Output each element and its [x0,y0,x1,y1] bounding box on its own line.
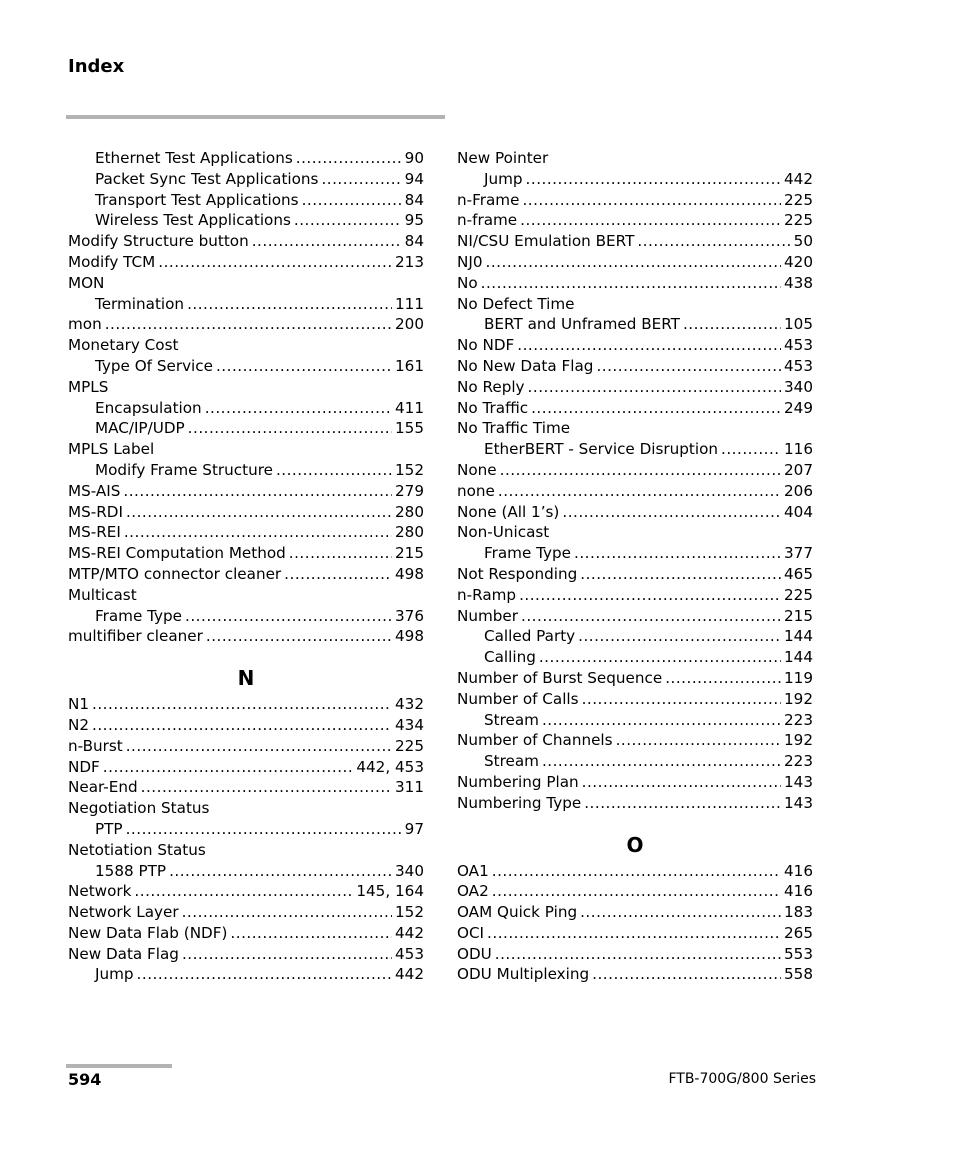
index-entry [68,564,424,585]
index-entry-label: MON [68,273,105,292]
index-entry-label: Jump [484,169,523,188]
dot-leader [141,777,392,798]
index-entry-label: Number of Burst Sequence [457,668,663,687]
index-entry-label: Transport Test Applications [95,190,299,209]
index-entry-label: Network [68,882,132,901]
index-entry [68,715,424,736]
index-entry-page: 249 [784,398,813,417]
index-entry-label: None [457,460,497,479]
index-entry [457,148,813,169]
index-entry-page: 404 [784,502,813,521]
index-entry [457,564,813,585]
index-subentry [68,356,424,377]
index-entry-label: EtherBERT - Service Disruption [484,440,719,459]
index-entry-label: N2 [68,715,90,734]
index-entry [68,777,424,798]
dot-leader [294,210,402,231]
index-subentry [457,751,813,772]
dot-leader [539,647,781,668]
index-entry-page: 225 [784,211,813,230]
dot-leader [205,398,392,419]
index-entry-label: Number of Calls [457,689,579,708]
index-entry-page: 438 [784,273,813,292]
dot-leader [185,606,392,627]
index-entry-page: 152 [395,460,424,479]
index-entry-label: New Pointer [457,149,549,167]
dot-leader [296,148,402,169]
index-entry [457,772,813,793]
index-entry-label: MAC/IP/UDP [95,419,185,438]
dot-leader [592,964,781,985]
dot-leader [580,564,781,585]
index-entry-page: 411 [395,398,424,417]
index-entry [457,585,813,606]
index-entry [457,252,813,273]
index-entry-label: n-Burst [68,736,123,755]
index-entry [68,736,424,757]
index-entry-page: 145, 164 [356,882,424,901]
index-entry [68,314,424,335]
index-subentry [68,148,424,169]
index-entry-page: 90 [404,149,424,167]
index-entry-page: 84 [404,190,424,209]
index-entry-label: Modify Frame Structure [95,460,273,479]
index-entry-page: 498 [395,564,424,583]
index-entry-page: 97 [404,819,424,838]
dot-leader [126,819,402,840]
index-entry-page: 465 [784,564,813,583]
index-entry-label: Near-End [68,778,138,797]
index-entry-page: 213 [395,252,424,271]
index-entry [457,335,813,356]
index-entry-label: 1588 PTP [95,861,167,880]
dot-leader [230,923,392,944]
index-entry-label: multifiber cleaner [68,627,203,646]
index-entry-label: Type Of Service [95,356,213,375]
index-entry [457,210,813,231]
index-entry [68,252,424,273]
dot-leader [665,668,781,689]
index-entry-label: Modify Structure button [68,232,249,251]
index-entry-label: New Data Flag [68,944,179,963]
dot-leader [321,169,401,190]
footer-series: FTB-700G/800 Series [668,1071,816,1087]
index-entry [68,757,424,778]
index-entry [457,793,813,814]
index-entry-page: 94 [404,169,424,188]
footer-page-number: 594 [68,1070,102,1089]
dot-leader [574,543,781,564]
dot-leader [683,314,781,335]
index-entry [457,294,813,315]
index-entry-label: mon [68,315,102,334]
index-entry-label: ODU Multiplexing [457,965,590,984]
index-entry-label: No Reply [457,377,525,396]
index-subentry [68,210,424,231]
index-entry-label: Number of Channels [457,731,613,750]
dot-leader [542,751,781,772]
index-entry-page: 376 [395,606,424,625]
index-entry-label: No New Data Flag [457,356,594,375]
index-entry [68,439,424,460]
dot-leader [105,314,392,335]
index-entry-label: No Traffic Time [457,419,571,438]
dot-leader [492,861,781,882]
index-subentry [68,460,424,481]
index-entry-page: 434 [395,715,424,734]
index-entry-page: 432 [395,695,424,714]
dot-leader [137,964,392,985]
dot-leader [123,481,392,502]
page-header-title: Index [68,56,125,77]
dot-leader [103,757,354,778]
dot-leader [520,210,781,231]
index-entry-page: 152 [395,903,424,922]
index-entry [68,543,424,564]
index-subentry [457,314,813,335]
index-entry-page: 192 [784,731,813,750]
index-entry-page: 223 [784,752,813,771]
index-entry [457,902,813,923]
index-entry-label: No [457,273,478,292]
index-entry-label: MS-RDI [68,502,123,521]
index-entry [68,273,424,294]
index-entry-label: MS-REI [68,523,121,542]
dot-leader [158,252,392,273]
index-subentry [457,647,813,668]
index-entry [68,481,424,502]
index-subentry [68,861,424,882]
dot-leader [481,273,781,294]
index-entry-label: OA2 [457,882,489,901]
index-entry-page: 311 [395,778,424,797]
dot-leader [486,252,781,273]
index-entry-label: MPLS Label [68,440,155,459]
index-entry-label: PTP [95,819,123,838]
dot-leader [562,502,781,523]
index-entry-page: 215 [395,544,424,563]
index-entry-page: 453 [784,336,813,355]
dot-leader [498,481,781,502]
index-entry [457,689,813,710]
index-subentry [68,819,424,840]
dot-leader [92,694,392,715]
dot-leader [521,606,781,627]
dot-leader [289,543,392,564]
index-entry [68,944,424,965]
dot-leader [169,861,392,882]
index-entry-page: 265 [784,923,813,942]
index-entry [457,356,813,377]
index-subentry [68,398,424,419]
index-entry-label: BERT and Unframed BERT [484,315,680,334]
dot-leader [276,460,392,481]
index-column-right [457,148,813,985]
index-entry [68,923,424,944]
index-entry-page: 84 [404,232,424,251]
index-entry-label: Stream [484,752,539,771]
dot-leader [596,356,781,377]
index-entry-page: 116 [784,440,813,459]
index-entry-label: No Defect Time [457,294,575,313]
index-entry-label: Network Layer [68,903,179,922]
dot-leader [206,626,392,647]
index-entry-label: Wireless Test Applications [95,211,291,230]
index-entry-page: 340 [395,861,424,880]
index-entry-label: Numbering Plan [457,772,579,791]
index-subentry [68,418,424,439]
footer-rule [66,1064,172,1068]
index-entry-page: 416 [784,882,813,901]
index-entry [457,606,813,627]
dot-leader [578,626,781,647]
index-entry [457,190,813,211]
index-entry-page: 420 [784,252,813,271]
header-rule [66,115,445,119]
index-subentry [68,294,424,315]
index-entry-page: 200 [395,315,424,334]
dot-leader [492,881,781,902]
index-entry-page: 225 [395,736,424,755]
index-entry-page: 498 [395,627,424,646]
index-entry-page: 442 [395,965,424,984]
index-entry-page: 225 [784,585,813,604]
index-entry-label: ODU [457,944,492,963]
index-entry-label: Stream [484,710,539,729]
dot-leader [526,169,781,190]
index-entry-page: 453 [395,944,424,963]
dot-leader [182,902,392,923]
index-entry-page: 144 [784,627,813,646]
index-entry-label: MS-REI Computation Method [68,544,286,563]
index-entry-page: 119 [784,668,813,687]
index-entry-label: Not Responding [457,564,578,583]
index-entry [68,335,424,356]
index-entry-label: Termination [95,294,185,313]
dot-leader [182,944,392,965]
index-entry-label: Netotiation Status [68,840,206,859]
index-entry-page: 206 [784,481,813,500]
dot-leader [252,231,402,252]
dot-leader [531,398,781,419]
index-entry-label: None (All 1’s) [457,502,560,521]
index-subentry [68,606,424,627]
index-entry-page: 453 [784,356,813,375]
index-section-letter: O [626,832,644,857]
index-subentry [68,964,424,985]
dot-leader [580,902,781,923]
index-entry-label: Negotiation Status [68,799,210,818]
index-entry-label: Called Party [484,627,576,646]
index-entry-label: No NDF [457,336,515,355]
index-entry-label: Multicast [68,585,137,604]
dot-leader [528,377,781,398]
index-column-left [68,148,424,985]
index-entry-label: Non-Unicast [457,523,550,542]
index-entry-page: 442, 453 [356,757,424,776]
index-entry [457,730,813,751]
index-entry-page: 155 [395,419,424,438]
index-entry-label: Number [457,606,519,625]
index-entry [68,522,424,543]
index-subentry [68,190,424,211]
index-entry-page: 95 [404,211,424,230]
dot-leader [519,585,781,606]
index-entry-label: n-frame [457,211,518,230]
dot-leader [188,418,392,439]
index-subentry [68,169,424,190]
index-entry-label: Encapsulation [95,398,202,417]
index-entry [457,231,813,252]
dot-leader [126,736,392,757]
index-entry-label: Frame Type [484,544,572,563]
dot-leader [522,190,781,211]
index-entry-page: 192 [784,689,813,708]
index-entry [457,481,813,502]
dot-leader [542,710,781,731]
dot-leader [637,231,790,252]
index-entry-page: 416 [784,861,813,880]
index-entry-page: 442 [395,923,424,942]
index-entry-label: Jump [95,965,134,984]
index-entry [68,840,424,861]
dot-leader [302,190,402,211]
index-entry-page: 223 [784,710,813,729]
index-entry-label: Numbering Type [457,793,582,812]
index-entry [68,902,424,923]
index-entry-page: 225 [784,190,813,209]
index-section-letter: N [237,666,255,691]
index-entry-page: 105 [784,315,813,334]
dot-leader [582,772,781,793]
index-subentry [457,626,813,647]
index-entry [457,502,813,523]
index-entry-page: 207 [784,460,813,479]
dot-leader [216,356,392,377]
index-entry [68,231,424,252]
index-entry-page: 340 [784,377,813,396]
index-entry-label: none [457,481,495,500]
index-entry [68,585,424,606]
index-entry-label: Monetary Cost [68,336,179,355]
index-entry-page: 279 [395,481,424,500]
index-entry [457,418,813,439]
index-entry-page: 143 [784,772,813,791]
dot-leader [500,460,781,481]
index-entry-page: 558 [784,965,813,984]
index-entry-label: Ethernet Test Applications [95,149,293,167]
index-entry [68,377,424,398]
index-entry-page: 161 [395,356,424,375]
index-entry [68,502,424,523]
index-entry [457,273,813,294]
dot-leader [616,730,781,751]
index-entry-label: OCI [457,923,485,942]
index-entry-page: 111 [395,294,424,313]
index-entry-label: OA1 [457,861,489,880]
index-subentry [457,543,813,564]
index-entry [457,668,813,689]
index-entry-label: n-Frame [457,190,520,209]
dot-leader [92,715,392,736]
dot-leader [582,689,781,710]
dot-leader [584,793,781,814]
index-entry-label: MS-AIS [68,481,121,500]
index-entry-page: 280 [395,523,424,542]
index-entry [457,881,813,902]
dot-leader [517,335,781,356]
index-entry [457,522,813,543]
index-entry [68,694,424,715]
dot-leader [495,944,781,965]
index-entry-label: New Data Flab (NDF) [68,923,228,942]
index-entry-page: 50 [793,232,813,251]
index-entry-page: 215 [784,606,813,625]
index-entry [68,626,424,647]
index-entry [457,923,813,944]
dot-leader [126,502,392,523]
index-entry [457,964,813,985]
index-entry-page: 280 [395,502,424,521]
index-entry-page: 183 [784,903,813,922]
index-entry-label: NJ0 [457,252,483,271]
index-entry-label: Modify TCM [68,252,156,271]
dot-leader [124,522,392,543]
dot-leader [187,294,392,315]
index-entry [457,398,813,419]
index-entry-label: MPLS [68,377,109,396]
index-entry-label: MTP/MTO connector cleaner [68,564,282,583]
index-entry [457,944,813,965]
index-entry-label: N1 [68,695,90,714]
index-entry [457,861,813,882]
index-entry-label: OAM Quick Ping [457,903,578,922]
index-entry [68,798,424,819]
index-entry-label: NDF [68,757,100,776]
index-entry-label: No Traffic [457,398,529,417]
index-entry-label: Calling [484,648,536,667]
dot-leader [284,564,392,585]
index-subentry [457,169,813,190]
index-entry [457,377,813,398]
index-subentry [457,710,813,731]
index-entry-label: n-Ramp [457,585,517,604]
index-entry-page: 144 [784,648,813,667]
index-entry-label: Frame Type [95,606,183,625]
dot-leader [721,439,781,460]
index-entry-page: 143 [784,793,813,812]
index-entry-page: 553 [784,944,813,963]
index-entry [68,881,424,902]
index-subentry [457,439,813,460]
dot-leader [134,881,353,902]
index-entry [457,460,813,481]
dot-leader [487,923,781,944]
index-entry-label: Packet Sync Test Applications [95,169,319,188]
index-entry-page: 377 [784,544,813,563]
index-entry-page: 442 [784,169,813,188]
index-entry-label: NI/CSU Emulation BERT [457,232,635,251]
